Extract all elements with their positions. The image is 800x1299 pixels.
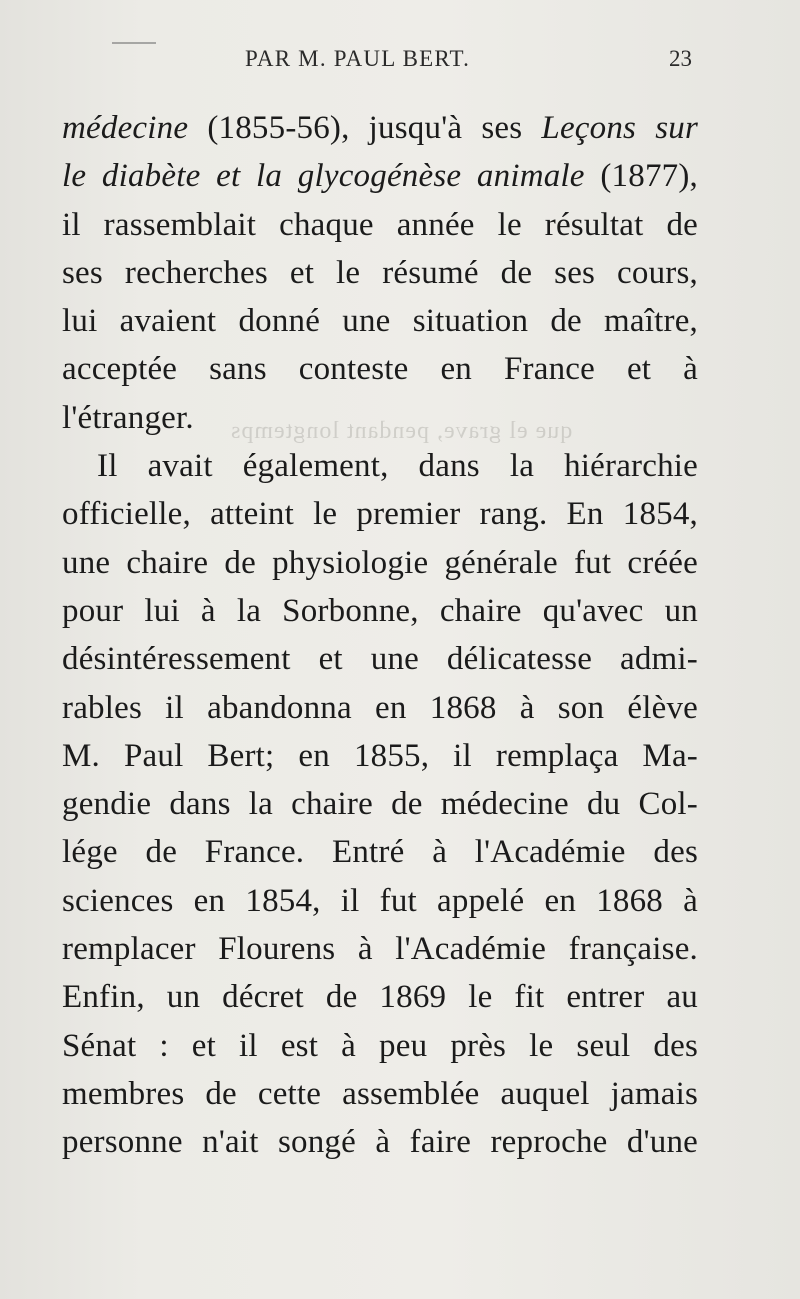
text-segment: (1855-56), jusqu'à ses	[188, 110, 542, 146]
text-segment: il rassemblait chaque année le résultat de	[62, 206, 698, 243]
text-line	[62, 152, 698, 200]
text-line	[62, 828, 698, 876]
text-segment: désintéressement et une délicatesse admi-	[62, 641, 698, 678]
text-segment: membres de cette assemblée auquel jamais	[62, 1075, 698, 1112]
text-segment: sciences en 1854, il fut appelé en 1868 à	[62, 882, 698, 919]
text-line	[62, 1070, 698, 1118]
text-segment: une chaire de physiologie générale fut créée	[62, 544, 698, 581]
text-line	[62, 877, 698, 925]
text-segment: acceptée sans conteste en France et à	[62, 351, 698, 388]
text-line	[62, 345, 698, 393]
body-text	[62, 104, 698, 1167]
italic-text-segment: le diabète et la glycogénèse animale	[62, 158, 585, 195]
text-segment: lége de France. Entré à l'Académie des	[62, 834, 698, 871]
text-line	[62, 1118, 698, 1166]
text-line	[62, 394, 698, 442]
running-head: PAR M. PAUL BERT.	[245, 46, 471, 71]
text-segment: M. Paul Bert; en 1855, il remplaça Ma-	[62, 737, 698, 774]
text-line	[62, 1022, 698, 1070]
text-line	[62, 490, 698, 538]
text-segment: rables il abandonna en 1868 à son élève	[62, 689, 698, 726]
text-line	[62, 635, 698, 683]
text-line	[62, 925, 698, 973]
text-line	[62, 587, 698, 635]
text-line	[62, 104, 698, 152]
italic-text-segment: Leçons sur	[541, 110, 698, 146]
italic-text-segment: médecine	[62, 110, 189, 146]
text-line	[62, 732, 698, 780]
text-line	[62, 249, 698, 297]
text-segment: remplacer Flourens à l'Académie française.	[62, 931, 698, 968]
text-segment: l'étranger.	[62, 399, 194, 436]
text-line	[62, 684, 698, 732]
page-header	[0, 38, 800, 78]
text-line	[62, 973, 698, 1021]
page-number: 23	[669, 46, 692, 71]
text-segment: pour lui à la Sorbonne, chaire qu'avec un	[62, 592, 698, 629]
text-segment: gendie dans la chaire de médecine du Col-	[62, 786, 698, 823]
text-segment: officielle, atteint le premier rang. En 1854,	[62, 496, 698, 533]
text-segment: Sénat : et il est à peu près le seul des	[62, 1027, 698, 1064]
text-line	[62, 442, 698, 490]
show-through-text: que el grave, pendant longtemps	[230, 418, 573, 444]
text-segment: lui avaient donné une situation de maître,	[62, 303, 698, 340]
text-line	[62, 539, 698, 587]
text-segment: Enfin, un décret de 1869 le fit entrer au	[62, 979, 698, 1016]
text-line	[62, 780, 698, 828]
text-segment: personne n'ait songé à faire reproche d'une	[62, 1124, 698, 1161]
text-line	[62, 201, 698, 249]
text-segment: (1877),	[584, 158, 698, 195]
text-segment: Il avait également, dans la hiérarchie	[97, 448, 698, 485]
text-segment: ses recherches et le résumé de ses cours,	[62, 254, 698, 291]
ink-smudge	[112, 42, 156, 44]
text-line	[62, 297, 698, 345]
